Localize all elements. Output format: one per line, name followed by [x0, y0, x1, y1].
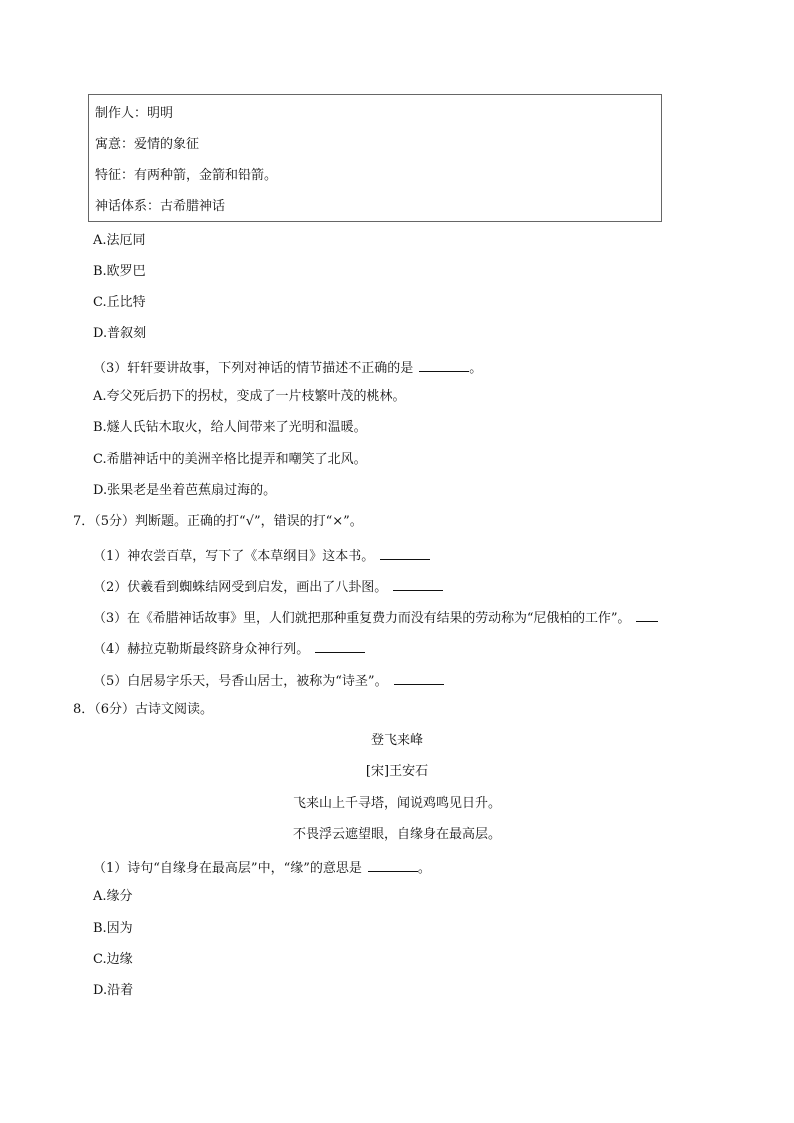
q8-1-stem-text: （1）诗句“自缘身在最高层”中，“缘”的意思是 — [93, 861, 362, 876]
poem-title: 登飞来峰 — [370, 733, 423, 748]
q7-title: 7．（5分）判断题。正确的打“√”，错误的打“×”。 — [73, 514, 363, 529]
info-system: 神话体系：古希腊神话 — [95, 199, 226, 214]
q7-item-1-text: （1）神农尝百草，写下了《本草纲目》这本书。 — [93, 549, 375, 564]
q6-3-stem-text: （3）轩轩要讲故事，下列对神话的情节描述不正确的是 — [93, 361, 414, 376]
q7-item-1 — [93, 545, 430, 566]
answer-blank[interactable] — [393, 576, 443, 591]
q7-item-5 — [93, 670, 444, 691]
q6-2-option-c: C.丘比特 — [93, 295, 146, 310]
q6-3-option-c: C.希腊神话中的美洲辛格比提弄和嘲笑了北风。 — [93, 452, 367, 467]
info-box — [88, 94, 662, 222]
info-feature: 特征：有两种箭，金箭和铅箭。 — [95, 168, 278, 183]
poem-line-2: 不畏浮云遮望眼，自缘身在最高层。 — [292, 827, 501, 842]
poem-line-1: 飞来山上千寻塔，闻说鸡鸣见日升。 — [292, 796, 501, 811]
poem-author: [宋]王安石 — [365, 764, 429, 779]
answer-blank[interactable] — [419, 357, 469, 372]
q7-item-3-text: （3）在《希腊神话故事》里，人们就把那种重复费力而没有结果的劳动称为“尼俄柏的工作”。 — [93, 611, 631, 626]
q6-3-option-b: B.燧人氏钻木取火，给人间带来了光明和温暖。 — [93, 420, 367, 435]
info-maker: 制作人：明明 — [95, 106, 174, 121]
answer-blank[interactable] — [368, 857, 418, 872]
q7-item-3 — [93, 607, 658, 628]
q7-item-4 — [93, 638, 365, 659]
q7-item-2-text: （2）伏羲看到蜘蛛结网受到启发，画出了八卦图。 — [93, 580, 388, 595]
q7-item-2 — [93, 576, 443, 597]
q7-item-5-text: （5）白居易字乐天，号香山居士，被称为“诗圣”。 — [93, 674, 388, 689]
q6-2-option-a: A.法厄同 — [93, 233, 146, 248]
answer-blank[interactable] — [315, 638, 365, 653]
q8-1-option-d: D.沿着 — [93, 983, 134, 998]
q8-1-stem-end: 。 — [417, 861, 431, 876]
q6-3-option-a: A.夸父死后扔下的拐杖，变成了一片枝繁叶茂的桃林。 — [93, 389, 406, 404]
answer-blank[interactable] — [394, 670, 444, 685]
q7-item-4-text: （4）赫拉克勒斯最终跻身众神行列。 — [93, 642, 310, 657]
q8-1-option-c: C.边缘 — [93, 952, 133, 967]
q8-1-option-b: B.因为 — [93, 921, 133, 936]
q6-3-option-d: D.张果老是坐着芭蕉扇过海的。 — [93, 483, 277, 498]
q6-3-stem-end: 。 — [469, 361, 483, 376]
q6-2-option-b: B.欧罗巴 — [93, 264, 146, 279]
q6-3-stem — [93, 357, 482, 378]
info-meaning: 寓意：爱情的象征 — [95, 137, 200, 152]
q8-1-stem — [93, 857, 431, 878]
q8-1-option-a: A.缘分 — [93, 889, 133, 904]
answer-blank[interactable] — [380, 545, 430, 560]
answer-blank[interactable] — [636, 607, 658, 622]
q8-title: 8．（6分）古诗文阅读。 — [73, 702, 214, 717]
q6-2-option-d: D.普叙刻 — [93, 326, 147, 341]
